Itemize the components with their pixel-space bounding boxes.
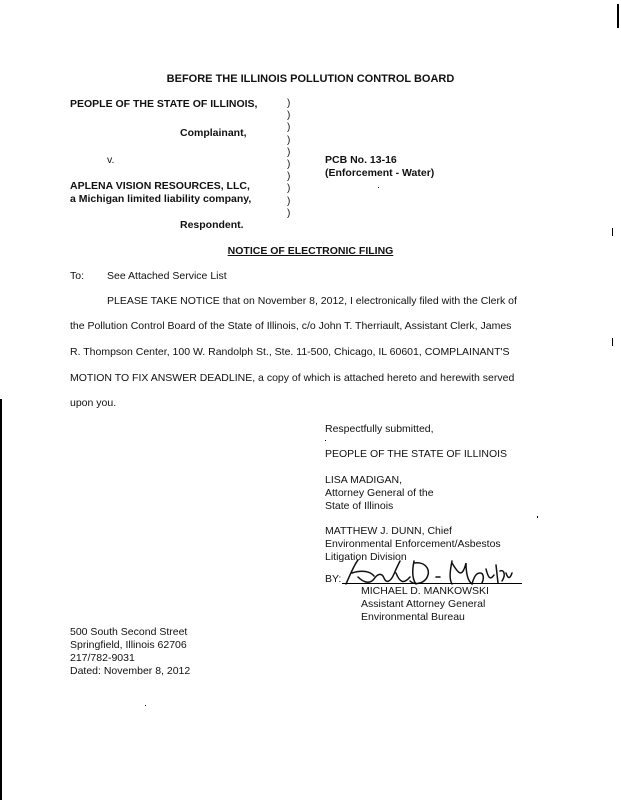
address-street: 500 South Second Street (70, 626, 188, 638)
address-city: Springfield, Illinois 62706 (70, 639, 187, 651)
body-line-3: R. Thompson Center, 100 W. Randolph St., Ste. 11-500, Chicago, IL 60601, COMPLAINANT'S (70, 346, 510, 358)
party-name: PEOPLE OF THE STATE OF ILLINOIS (325, 448, 508, 460)
by-label: BY: (325, 573, 342, 585)
scan-edge-mark (0, 399, 2, 800)
body-line-4: MOTION TO FIX ANSWER DEADLINE, a copy of which is attached hereto and herewith served (70, 372, 515, 384)
scan-edge-mark (617, 4, 619, 28)
scan-edge-mark (612, 228, 613, 236)
scan-edge-mark (612, 338, 613, 346)
signer-bureau: Environmental Bureau (361, 611, 465, 623)
chief-division-2: Litigation Division (325, 551, 407, 563)
case-type: (Enforcement - Water) (325, 167, 435, 179)
attorney-general-state: State of Illinois (325, 500, 394, 512)
date-line: Dated: November 8, 2012 (70, 665, 191, 677)
scan-speck (325, 440, 326, 441)
versus-label: v. (107, 154, 115, 166)
signer-name: MICHAEL D. MANKOWSKI (361, 585, 489, 597)
body-line-1: PLEASE TAKE NOTICE that on November 8, 2012, I electronically filed with the Clerk of (107, 295, 517, 307)
attorney-general-name: LISA MADIGAN, (325, 474, 403, 486)
scan-speck (145, 705, 146, 706)
defendant-name: APLENA VISION RESOURCES, LLC, (70, 180, 250, 192)
document-title: BEFORE THE ILLINOIS POLLUTION CONTROL BOARD (166, 73, 455, 85)
to-label: To: (70, 270, 85, 282)
scan-speck (537, 516, 538, 518)
attorney-general-title: Attorney General of the (325, 487, 434, 499)
chief-division: Environmental Enforcement/Asbestos (325, 538, 501, 550)
address-phone: 217/782-9031 (70, 652, 135, 664)
to-recipients: See Attached Service List (107, 270, 227, 282)
body-line-5: upon you. (70, 397, 117, 409)
signer-title: Assistant Attorney General (361, 598, 486, 610)
closing: Respectfully submitted, (325, 423, 434, 435)
scan-speck (378, 187, 379, 188)
case-number: PCB No. 13-16 (325, 154, 397, 166)
notice-heading: NOTICE OF ELECTRONIC FILING (227, 245, 394, 257)
plaintiff-name: PEOPLE OF THE STATE OF ILLINOIS, (70, 98, 258, 110)
signature-line (342, 583, 522, 584)
defendant-description: a Michigan limited liability company, (70, 193, 252, 205)
body-line-2: the Pollution Control Board of the State of Illinois, c/o John T. Therriault, Assistant Clerk, James (70, 320, 512, 332)
defendant-role: Respondent. (180, 219, 244, 231)
chief-name: MATTHEW J. DUNN, Chief (325, 525, 452, 537)
caption-parentheses: ) ) ) ) ) ) ) ) ) ) (287, 98, 291, 219)
plaintiff-role: Complainant, (180, 127, 247, 139)
